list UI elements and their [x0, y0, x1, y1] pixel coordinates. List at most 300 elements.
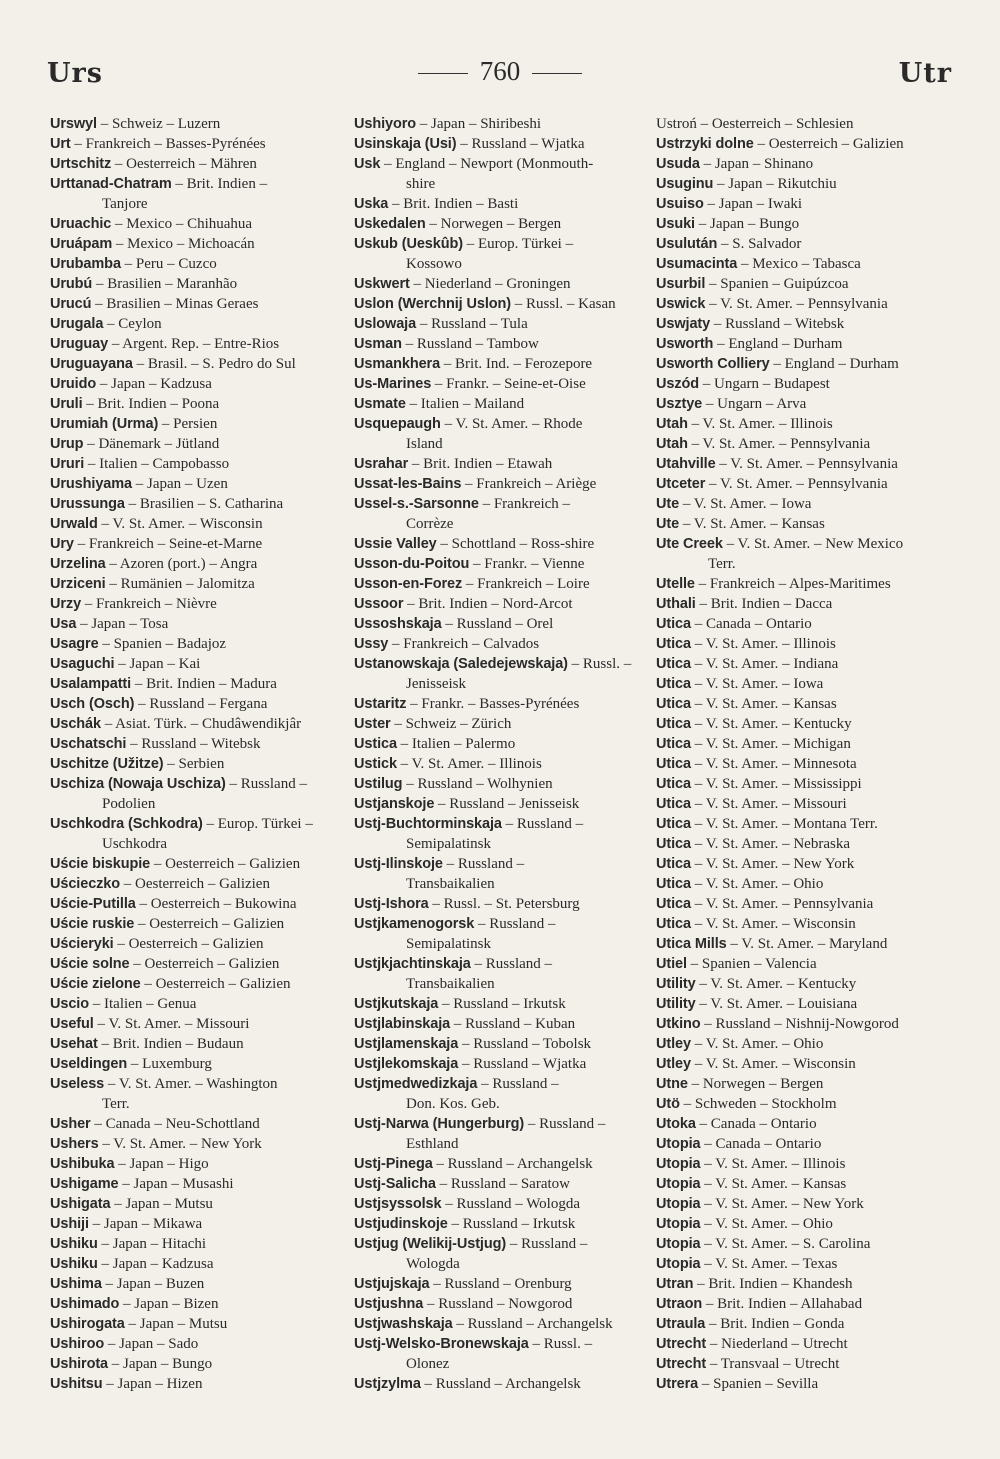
gazetteer-entry	[656, 574, 956, 594]
entry-name: Ustjudinskoje	[354, 1216, 448, 1232]
gazetteer-entry	[50, 814, 340, 834]
gazetteer-entry	[656, 234, 956, 254]
gazetteer-entry	[656, 494, 956, 514]
entry-name: Ustilug	[354, 776, 403, 792]
entry-location: Terr.	[708, 556, 736, 572]
entry-name: Utah	[656, 436, 688, 452]
entry-location: – Asiat. Türk. – Chudâwendikjâr	[101, 716, 302, 732]
gazetteer-entry	[354, 994, 646, 1014]
entry-location: – Japan – Buzen	[101, 1276, 205, 1292]
gazetteer-entry	[656, 274, 956, 294]
entry-location: – V. St. Amer. – Wisconsin	[690, 916, 856, 932]
entry-name: Utica	[656, 756, 691, 772]
gazetteer-entry	[656, 894, 956, 914]
entry-name: Usmate	[354, 396, 406, 412]
entry-name: Ushiku	[50, 1256, 98, 1272]
entry-name: Ustanowskaja (Saledejewskaja)	[354, 656, 568, 672]
entry-name: Uruguayana	[50, 356, 133, 372]
gazetteer-entry	[50, 1334, 340, 1354]
entry-location: – V. St. Amer. – Kentucky	[690, 716, 852, 732]
rule-left	[418, 73, 468, 74]
gazetteer-entry	[656, 1314, 956, 1334]
column-3	[656, 114, 956, 1394]
gazetteer-entry	[50, 994, 340, 1014]
gazetteer-entry	[50, 454, 340, 474]
gazetteer-entry	[656, 914, 956, 934]
gazetteer-entry	[50, 794, 340, 814]
gazetteer-entry	[354, 1174, 646, 1194]
entry-location: – Norwegen – Bergen	[687, 1076, 824, 1092]
entry-name: Utopia	[656, 1216, 701, 1232]
entry-location: – Oesterreich – Mähren	[111, 156, 257, 172]
gazetteer-entry	[50, 1354, 340, 1374]
gazetteer-entry	[354, 1094, 646, 1114]
entry-location: – Japan – Bungo	[108, 1356, 213, 1372]
entry-location: – Oesterreich – Bukowina	[135, 896, 297, 912]
entry-name: Ustjzylma	[354, 1376, 421, 1392]
entry-name: Utö	[656, 1096, 680, 1112]
gazetteer-entry	[50, 1114, 340, 1134]
gazetteer-entry	[656, 174, 956, 194]
entry-location: – V. St. Amer. – Michigan	[690, 736, 851, 752]
entry-name: Usson-en-Forez	[354, 576, 463, 592]
gazetteer-entry	[656, 394, 956, 414]
entry-name: Ustj-Welsko-Bronewskaja	[354, 1336, 529, 1352]
gazetteer-entry	[50, 1194, 340, 1214]
entry-name: Ustj-Buchtorminskaja	[354, 816, 502, 832]
gazetteer-entry	[50, 1054, 340, 1074]
entry-location: – Italien – Palermo	[396, 736, 516, 752]
gazetteer-entry	[656, 154, 956, 174]
entry-location: – Russland – Jenisseisk	[434, 796, 580, 812]
entry-location: – Niederland – Groningen	[409, 276, 571, 292]
left-running-head: Urs	[47, 58, 103, 89]
entry-location: – Russland –	[470, 956, 553, 972]
gazetteer-entry	[50, 714, 340, 734]
entry-location: – Russland – Kuban	[450, 1016, 576, 1032]
gazetteer-entry	[656, 1174, 956, 1194]
entry-name: Uście biskupie	[50, 856, 151, 872]
entry-location: – Japan – Iwaki	[703, 196, 803, 212]
entry-name: Uska	[354, 196, 389, 212]
entry-location: – V. St. Amer. – S. Carolina	[700, 1236, 871, 1252]
entry-name: Ushigata	[50, 1196, 111, 1212]
entry-location: – Russl. –	[528, 1336, 593, 1352]
gazetteer-entry	[50, 1274, 340, 1294]
gazetteer-entry	[656, 594, 956, 614]
entry-name: Ushima	[50, 1276, 102, 1292]
gazetteer-entry	[50, 314, 340, 334]
entry-location: – V. St. Amer. – Maryland	[726, 936, 888, 952]
gazetteer-entry	[656, 1054, 956, 1074]
gazetteer-entry	[354, 654, 646, 674]
gazetteer-entry	[656, 1374, 956, 1394]
gazetteer-entry	[50, 934, 340, 954]
gazetteer-entry	[354, 874, 646, 894]
entry-location: – Italien – Genua	[89, 996, 197, 1012]
entry-location: Tanjore	[102, 196, 148, 212]
entry-location: – Russland – Saratow	[435, 1176, 570, 1192]
gazetteer-entry	[656, 1114, 956, 1134]
entry-location: – England – Durham	[713, 336, 843, 352]
entry-location: – Russland – Archangelsk	[452, 1316, 613, 1332]
page-number-block	[0, 56, 1000, 87]
gazetteer-entry	[354, 1354, 646, 1374]
entry-name: Urushiyama	[50, 476, 133, 492]
gazetteer-entry	[656, 834, 956, 854]
entry-location: – V. St. Amer. – Pennsylvania	[687, 436, 871, 452]
entry-location: – Frankreich – Nièvre	[81, 596, 217, 612]
entry-name: Uschatschi	[50, 736, 127, 752]
entry-name: Utopia	[656, 1136, 701, 1152]
gazetteer-entry	[656, 534, 956, 554]
entry-location: – Brasil. – S. Pedro do Sul	[132, 356, 296, 372]
entry-name: Ustjwashskaja	[354, 1316, 453, 1332]
entry-location: – Mexico – Chihuahua	[111, 216, 253, 232]
entry-location: – V. St. Amer. – Montana Terr.	[690, 816, 878, 832]
gazetteer-entry	[50, 914, 340, 934]
gazetteer-entry	[354, 1114, 646, 1134]
gazetteer-entry	[656, 814, 956, 834]
entry-name: Uschák	[50, 716, 101, 732]
entry-name: Uswick	[656, 296, 706, 312]
entry-location: – Oesterreich – Galizien	[134, 916, 285, 932]
entry-name: Utica	[656, 896, 691, 912]
entry-location: – Russland –	[524, 1116, 606, 1132]
entry-location: – Ungarn – Budapest	[699, 376, 830, 392]
right-running-head: Utr	[898, 58, 952, 89]
entry-location: – Schweden – Stockholm	[679, 1096, 837, 1112]
gazetteer-entry	[354, 194, 646, 214]
entry-name: Utahville	[656, 456, 716, 472]
entry-location: – Brit. Indien – Poona	[82, 396, 220, 412]
entry-location: – Spanien – Valencia	[686, 956, 817, 972]
entry-name: Ushigame	[50, 1176, 119, 1192]
gazetteer-entry	[354, 934, 646, 954]
entry-location: – Frankr. – Seine-et-Oise	[431, 376, 586, 392]
gazetteer-entry	[354, 1234, 646, 1254]
entry-name: Urswyl	[50, 116, 97, 132]
gazetteer-entry	[354, 714, 646, 734]
gazetteer-entry	[656, 554, 956, 574]
entry-name: Ustjanskoje	[354, 796, 435, 812]
entry-location: Don. Kos. Geb.	[406, 1096, 500, 1112]
entry-location: – V. St. Amer. – New York	[98, 1136, 262, 1152]
entry-name: Usagre	[50, 636, 99, 652]
gazetteer-entry	[50, 174, 340, 194]
gazetteer-entry	[50, 1254, 340, 1274]
entry-location: Semipalatinsk	[406, 836, 491, 852]
entry-name: Uście-Putilla	[50, 896, 136, 912]
entry-location: – V. St. Amer. – Pennsylvania	[690, 896, 874, 912]
gazetteer-entry	[50, 414, 340, 434]
gazetteer-entry	[354, 774, 646, 794]
gazetteer-entry	[354, 1274, 646, 1294]
entry-location: – Russland – Nishnij-Nowgorod	[700, 1016, 899, 1032]
entry-location: – Frankreich – Ariège	[461, 476, 597, 492]
entry-location: – Oesterreich – Galizien	[753, 136, 904, 152]
entry-location: Kossowo	[406, 256, 462, 272]
entry-name: Ussel-s.-Sarsonne	[354, 496, 479, 512]
entry-location: – Russland –	[225, 776, 307, 792]
entry-location: – V. St. Amer. – Illinois	[687, 416, 833, 432]
entry-location: – Russland – Wjatka	[458, 1056, 587, 1072]
entry-location: – Frankreich – Basses-Pyrénées	[70, 136, 266, 152]
gazetteer-entry	[50, 1154, 340, 1174]
entry-name: Uszód	[656, 376, 700, 392]
gazetteer-entry	[354, 1254, 646, 1274]
gazetteer-entry	[354, 914, 646, 934]
gazetteer-entry	[656, 734, 956, 754]
entry-location: shire	[406, 176, 436, 192]
entry-location: – Russland – Wjatka	[456, 136, 585, 152]
entry-location: – Russland –	[442, 856, 525, 872]
gazetteer-entry	[50, 494, 340, 514]
entry-name: Utley	[656, 1056, 691, 1072]
entry-location: – Japan – Musashi	[118, 1176, 234, 1192]
entry-name: Ushiku	[50, 1236, 98, 1252]
entry-location: – V. St. Amer. – Mississippi	[690, 776, 862, 792]
entry-name: Uslowaja	[354, 316, 417, 332]
gazetteer-entry	[656, 1214, 956, 1234]
gazetteer-entry	[354, 814, 646, 834]
entry-location: – V. St. Amer. – Kansas	[700, 1176, 847, 1192]
gazetteer-entry	[50, 1314, 340, 1334]
entry-location: – S. Salvador	[717, 236, 802, 252]
entry-location: – Dänemark – Jütland	[83, 436, 220, 452]
entry-location: – Spanien – Guipúzcoa	[705, 276, 849, 292]
entry-name: Ute	[656, 496, 680, 512]
gazetteer-entry	[656, 134, 956, 154]
gazetteer-entry	[354, 1154, 646, 1174]
entry-location: – Russland – Irkutsk	[438, 996, 566, 1012]
entry-name: Utica	[656, 656, 691, 672]
entry-name: Utkino	[656, 1016, 701, 1032]
gazetteer-entry	[354, 974, 646, 994]
gazetteer-entry	[50, 274, 340, 294]
entry-name: Uskub (Ueskûb)	[354, 236, 463, 252]
gazetteer-entry	[50, 874, 340, 894]
entry-name: Uście solne	[50, 956, 130, 972]
entry-name: Ustjlabinskaja	[354, 1016, 451, 1032]
gazetteer-entry	[656, 974, 956, 994]
gazetteer-entry	[50, 1214, 340, 1234]
gazetteer-entry	[50, 194, 340, 214]
gazetteer-entry	[354, 1314, 646, 1334]
entry-location: – Russland –	[474, 916, 556, 932]
gazetteer-entry	[656, 774, 956, 794]
entry-location: – Peru – Cuzco	[120, 256, 217, 272]
entry-location: – Frankreich – Alpes-Maritimes	[694, 576, 891, 592]
entry-name: Usrahar	[354, 456, 409, 472]
gazetteer-entry	[656, 1334, 956, 1354]
gazetteer-entry	[354, 474, 646, 494]
gazetteer-entry	[656, 414, 956, 434]
gazetteer-entry	[656, 1034, 956, 1054]
gazetteer-entry	[354, 734, 646, 754]
gazetteer-entry	[50, 734, 340, 754]
gazetteer-entry	[656, 1234, 956, 1254]
entry-location: – Oesterreich – Galizien	[113, 936, 264, 952]
entry-location: – V. St. Amer. – Pennsylvania	[715, 456, 898, 472]
entry-name: Ushitsu	[50, 1376, 103, 1392]
entry-name: Usehat	[50, 1036, 98, 1052]
entry-name: Usworth Colliery	[656, 356, 770, 372]
entry-location: – Brasilien – S. Catharina	[124, 496, 284, 512]
gazetteer-entry	[50, 754, 340, 774]
gazetteer-entry	[354, 314, 646, 334]
gazetteer-entry	[656, 1014, 956, 1034]
entry-name: Ushirota	[50, 1356, 109, 1372]
entry-name: Utica	[656, 676, 691, 692]
entry-name: Utah	[656, 416, 688, 432]
entry-name: Utceter	[656, 476, 706, 492]
gazetteer-entry	[50, 854, 340, 874]
entry-name: Ustjkjachtinskaja	[354, 956, 471, 972]
gazetteer-entry	[50, 1234, 340, 1254]
entry-name: Uruápam	[50, 236, 113, 252]
gazetteer-entry	[50, 1174, 340, 1194]
entry-name: Uschitze (Užitze)	[50, 756, 164, 772]
entry-location: – Russland – Orel	[441, 616, 554, 632]
gazetteer-entry	[50, 974, 340, 994]
entry-name: Utica	[656, 876, 691, 892]
entry-name: Ushiji	[50, 1216, 89, 1232]
gazetteer-entry	[656, 474, 956, 494]
entry-location: – V. St. Amer. – Minnesota	[690, 756, 857, 772]
entry-name: Utica	[656, 856, 691, 872]
entry-location: – Russl. – Kasan	[511, 296, 616, 312]
entry-name: Utica	[656, 796, 691, 812]
gazetteer-entry	[354, 274, 646, 294]
gazetteer-entry	[354, 134, 646, 154]
entry-location: – V. St. Amer. – Illinois	[700, 1156, 846, 1172]
entry-name: Ustj-Narwa (Hungerburg)	[354, 1116, 525, 1132]
entry-location: – V. St. Amer. – Missouri	[690, 796, 847, 812]
entry-location: – Japan – Bizen	[119, 1296, 219, 1312]
entry-name: Usman	[354, 336, 402, 352]
entry-name: Usch (Osch)	[50, 696, 135, 712]
entry-name: Ustick	[354, 756, 397, 772]
entry-name: Utica	[656, 716, 691, 732]
gazetteer-entry	[354, 674, 646, 694]
gazetteer-entry	[50, 434, 340, 454]
gazetteer-entry	[50, 114, 340, 134]
gazetteer-entry	[354, 154, 646, 174]
entry-name: Ustjujskaja	[354, 1276, 430, 1292]
entry-location: – Frankr. – Vienne	[469, 556, 585, 572]
entry-location: – Norwegen – Bergen	[425, 216, 562, 232]
entry-location: – Russland – Wologda	[441, 1196, 580, 1212]
gazetteer-entry	[50, 674, 340, 694]
entry-name: Ustjkutskaja	[354, 996, 439, 1012]
entry-location: – Russland – Archangelsk	[432, 1156, 593, 1172]
entry-location: – Schweiz – Zürich	[390, 716, 512, 732]
entry-name: Usuginu	[656, 176, 714, 192]
gazetteer-entry	[656, 454, 956, 474]
entry-name: Usaguchi	[50, 656, 115, 672]
gazetteer-entry	[656, 1254, 956, 1274]
entry-name: Utran	[656, 1276, 694, 1292]
gazetteer-entry	[354, 374, 646, 394]
entry-location: Podolien	[102, 796, 156, 812]
entry-location: Wologda	[406, 1256, 460, 1272]
entry-location: – Frankreich – Seine-et-Marne	[73, 536, 263, 552]
entry-name: Usmankhera	[354, 356, 441, 372]
gazetteer-entry	[656, 954, 956, 974]
gazetteer-entry	[656, 614, 956, 634]
entry-location: – Luxemburg	[127, 1056, 212, 1072]
entry-location: – Oesterreich – Galizien	[129, 956, 280, 972]
entry-location: – Brit. Ind. – Ferozepore	[440, 356, 593, 372]
entry-name: Useless	[50, 1076, 105, 1092]
entry-name: Ute	[656, 516, 680, 532]
entry-location: – Russland – Tula	[416, 316, 528, 332]
entry-location: – Japan – Sado	[104, 1336, 199, 1352]
entry-location: – Canada – Ontario	[690, 616, 812, 632]
entry-name: Ute Creek	[656, 536, 723, 552]
entry-location: – Russland – Tambow	[401, 336, 539, 352]
gazetteer-entry	[656, 1194, 956, 1214]
entry-name: Ustj-Salicha	[354, 1176, 436, 1192]
entry-location: – V. St. Amer. – Illinois	[690, 636, 836, 652]
entry-name: Uskwert	[354, 276, 410, 292]
entry-location: – Brasilien – Minas Geraes	[91, 296, 259, 312]
entry-name: Uruachic	[50, 216, 112, 232]
page-number: 760	[479, 56, 521, 86]
entry-location: Island	[406, 436, 443, 452]
entry-name: Utica	[656, 696, 691, 712]
gazetteer-entry	[354, 854, 646, 874]
entry-name: Utopia	[656, 1256, 701, 1272]
gazetteer-entry	[656, 214, 956, 234]
entry-name: Ussie Valley	[354, 536, 437, 552]
entry-name: Urup	[50, 436, 84, 452]
entry-location: – Russland – Fergana	[134, 696, 268, 712]
gazetteer-entry	[656, 314, 956, 334]
entry-location: – Japan – Mikawa	[88, 1216, 203, 1232]
entry-location: – Oesterreich – Galizien	[140, 976, 291, 992]
entry-name: Usztye	[656, 396, 703, 412]
gazetteer-entry	[50, 1094, 340, 1114]
entry-location: – V. St. Amer. – Illinois	[396, 756, 542, 772]
gazetteer-entry	[354, 574, 646, 594]
entry-name: Urt	[50, 136, 71, 152]
entry-location: – Mexico – Tabasca	[737, 256, 861, 272]
entry-location: – Spanien – Badajoz	[98, 636, 227, 652]
gazetteer-entry	[354, 114, 646, 134]
gazetteer-entry	[50, 694, 340, 714]
gazetteer-entry	[656, 1094, 956, 1114]
gazetteer-entry	[656, 874, 956, 894]
gazetteer-entry	[656, 354, 956, 374]
entry-name: Utopia	[656, 1156, 701, 1172]
entry-location: – Rumänien – Jalomitza	[105, 576, 255, 592]
gazetteer-entry	[354, 354, 646, 374]
entry-name: Ushers	[50, 1136, 99, 1152]
entry-name: Utraula	[656, 1316, 706, 1332]
entry-name: Ustrzyki dolne	[656, 136, 754, 152]
entry-name: Utility	[656, 996, 696, 1012]
gazetteer-entry	[354, 954, 646, 974]
entry-name: Ustaritz	[354, 696, 407, 712]
gazetteer-entry	[50, 214, 340, 234]
entry-name: Utrecht	[656, 1356, 707, 1372]
entry-name: Utiel	[656, 956, 687, 972]
entry-location: Semipalatinsk	[406, 936, 491, 952]
gazetteer-entry	[656, 1354, 956, 1374]
gazetteer-entry	[50, 834, 340, 854]
